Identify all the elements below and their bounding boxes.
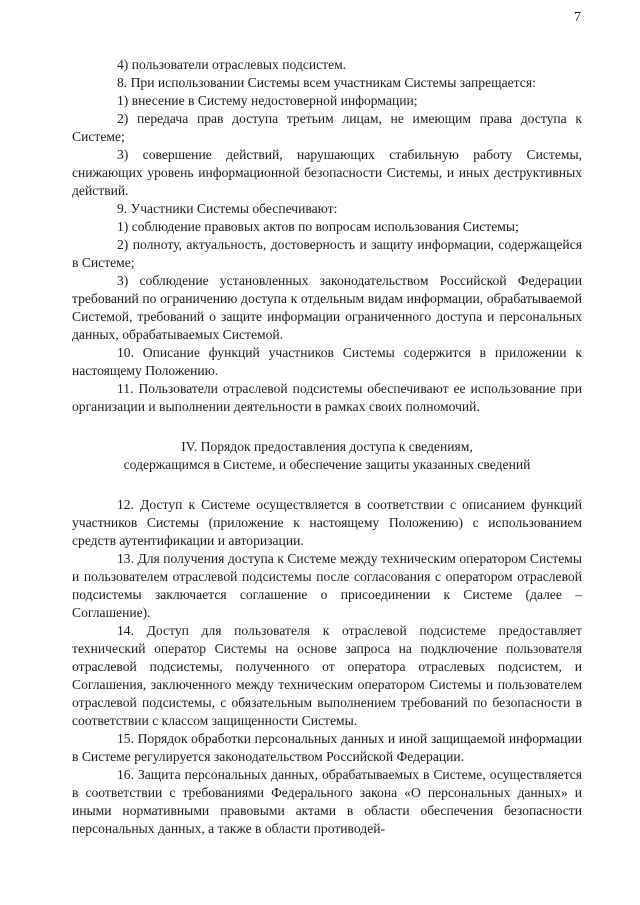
page-number: 7 bbox=[574, 10, 581, 25]
clause-13: 13. Для получения доступа к Системе между техническим оператором Системы и пользователем отраслевой подсистемы после согласования с оператором отраслевой подсистемы заключается соглашение о присоединении к Системе (далее – Соглашение). bbox=[72, 551, 582, 620]
clause-9-item-1: 1) соблюдение правовых актов по вопросам использования Системы; bbox=[117, 219, 519, 234]
clause-11: 11. Пользователи отраслевой подсистемы обеспечивают ее использование при организации и выполнении деятельности в рамках своих полномочий. bbox=[72, 381, 582, 414]
document-body bbox=[72, 56, 582, 838]
list-item-users-of-subsystems: 4) пользователи отраслевых подсистем. bbox=[117, 57, 347, 72]
clause-14: 14. Доступ для пользователя к отраслевой подсистеме предоставляет технический оператор Системы на основе запроса на подключение пользователя отраслевой подсистемы, полученного от оператора отраслевых подсистем, и Соглашения, заключенного между техническим оператором Системы и пользователем отраслевой подсистемы, с обязательным выполнением требований по безопасности в соответствии с классом защищенности Системы. bbox=[72, 623, 582, 728]
clause-10: 10. Описание функций участников Системы содержится в приложении к настоящему Положению. bbox=[72, 345, 582, 378]
section-heading bbox=[72, 438, 582, 474]
clause-15: 15. Порядок обработки персональных данных и иной защищаемой информации в Системе регулируется законодательством Российской Федерации. bbox=[72, 731, 582, 764]
clause-16: 16. Защита персональных данных, обрабатываемых в Системе, осуществляется в соответствии с требованиями Федерального закона «О персональных данных» и иными нормативными правовыми актами в области обеспечения безопасности персональных данных, а также в области противодей- bbox=[72, 767, 582, 836]
section-heading-line-1: IV. Порядок предоставления доступа к сведениям, bbox=[181, 439, 473, 454]
clause-8: 8. При использовании Системы всем участникам Системы запрещается: bbox=[117, 75, 536, 90]
clause-8-item-2: 2) передача прав доступа третьим лицам, не имеющим права доступа к Системе; bbox=[72, 111, 582, 144]
clause-9: 9. Участники Системы обеспечивают: bbox=[117, 201, 338, 216]
clause-8-item-3: 3) совершение действий, нарушающих стабильную работу Системы, снижающих уровень информационной безопасности Системы, и иных деструктивных действий. bbox=[72, 147, 582, 198]
clause-9-item-2: 2) полноту, актуальность, достоверность и защиту информации, содержащейся в Системе; bbox=[72, 237, 582, 270]
clause-9-item-3: 3) соблюдение установленных законодательством Российской Федерации требований по ограничению доступа к отдельным видам информации, обрабатываемой Системой, требований о защите информации ограниченного доступа и персональных данных, обрабатываемых Системой. bbox=[72, 273, 582, 342]
section-heading-line-2: содержащимся в Системе, и обеспечение защиты указанных сведений bbox=[123, 457, 531, 472]
clause-8-item-1: 1) внесение в Систему недостоверной информации; bbox=[117, 93, 418, 108]
clause-12: 12. Доступ к Системе осуществляется в соответствии с описанием функций участников Системы (приложение к настоящему Положению) с использованием средств аутентификации и авторизации. bbox=[72, 497, 582, 548]
